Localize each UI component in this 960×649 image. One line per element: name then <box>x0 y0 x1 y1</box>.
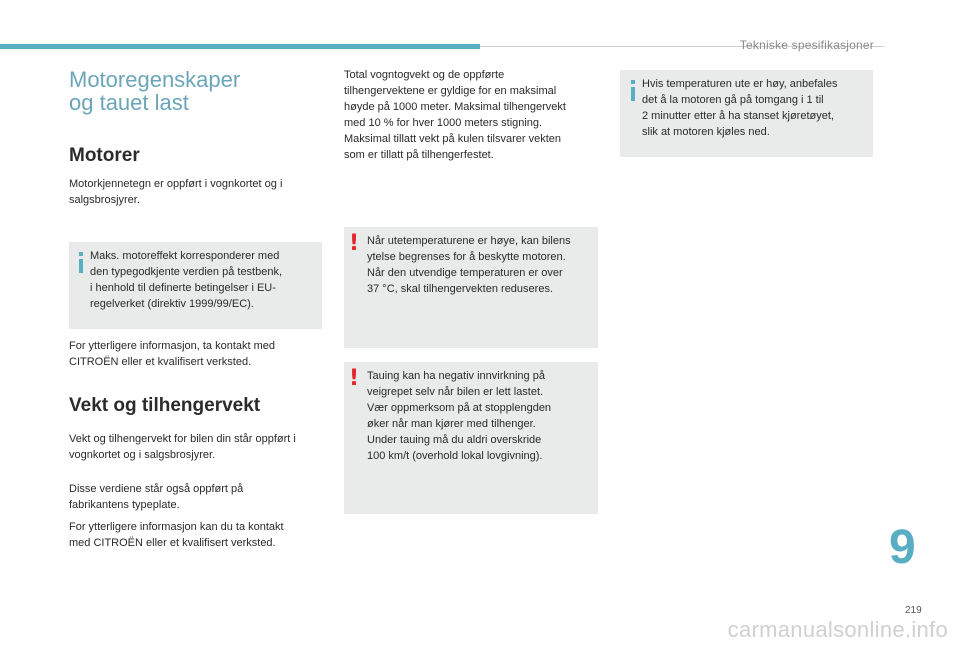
chapter-number: 9 <box>889 521 916 574</box>
info-icon <box>631 87 635 101</box>
page-number: 219 <box>905 605 922 616</box>
info-text: Maks. motoreffekt korresponderer med den typegodkjente verdien på testbenk, i henhold til definerte betingelser i EU- regelverket (direktiv 1999/99/EC). <box>90 250 283 310</box>
heading-vekt: Vekt og tilhengervekt <box>69 395 261 416</box>
motorer-paragraph-1: Motorkjennetegn er oppført i vognkortet og i salgsbrosjyrer. <box>69 178 283 206</box>
warning-icon: ! <box>349 366 360 391</box>
motorer-paragraph-2: For ytterligere informasjon, ta kontakt med CITROËN eller et kvalifisert verksted. <box>69 340 276 368</box>
vekt-paragraph-1: Vekt og tilhengervekt for bilen din står oppført i vognkortet og i salgsbrosjyrer. <box>69 433 296 461</box>
vogntogvekt-paragraph: Total vogntogvekt og de oppførte tilhengervektene er gyldige for en maksimal høyde på 1000 meter. Maksimal tilhengervekt med 10 % for hver 1000 meters stigning. Maksimal tillatt vekt på kulen tilsvarer vekten som er tillatt på tilhengerfestet. <box>344 69 566 161</box>
section-title: Tekniske spesifikasjoner <box>739 38 874 52</box>
info-text: Hvis temperaturen ute er høy, anbefales det å la motoren gå på tomgang i 1 til 2 minutter etter å ha stanset kjøretøyet, slik at motoren kjøles ned. <box>642 78 838 138</box>
warning-text: Når utetemperaturene er høye, kan bilens ytelse begrenses for å beskytte motoren. Når den utvendige temperaturen er over 37 °C, skal tilhengervekten reduseres. <box>367 235 571 295</box>
warning-box-temperature <box>344 227 598 348</box>
heading-motorer: Motorer <box>69 145 140 166</box>
page-title: Motoregenskaper og tauet last <box>69 67 241 115</box>
warning-icon: ! <box>349 231 360 256</box>
info-icon <box>79 259 83 273</box>
header-accent-bar <box>0 44 480 49</box>
info-box-idle <box>620 70 873 157</box>
warning-text: Tauing kan ha negativ innvirkning på veigrepet selv når bilen er lett lastet. Vær oppmerksom på at stopplengden øker når man kjører med tilhenger. Under tauing må du aldri overskride 100 km/t (overhold lokal lovgivning). <box>367 370 552 462</box>
watermark: carmanualsonline.info <box>727 617 948 642</box>
warning-box-towing <box>344 362 598 514</box>
info-box-motoreffekt <box>69 242 322 329</box>
vekt-paragraph-2: Disse verdiene står også oppført på fabrikantens typeplate. <box>69 483 244 511</box>
vekt-paragraph-3: For ytterligere informasjon kan du ta kontakt med CITROËN eller et kvalifisert verksted. <box>69 521 284 549</box>
